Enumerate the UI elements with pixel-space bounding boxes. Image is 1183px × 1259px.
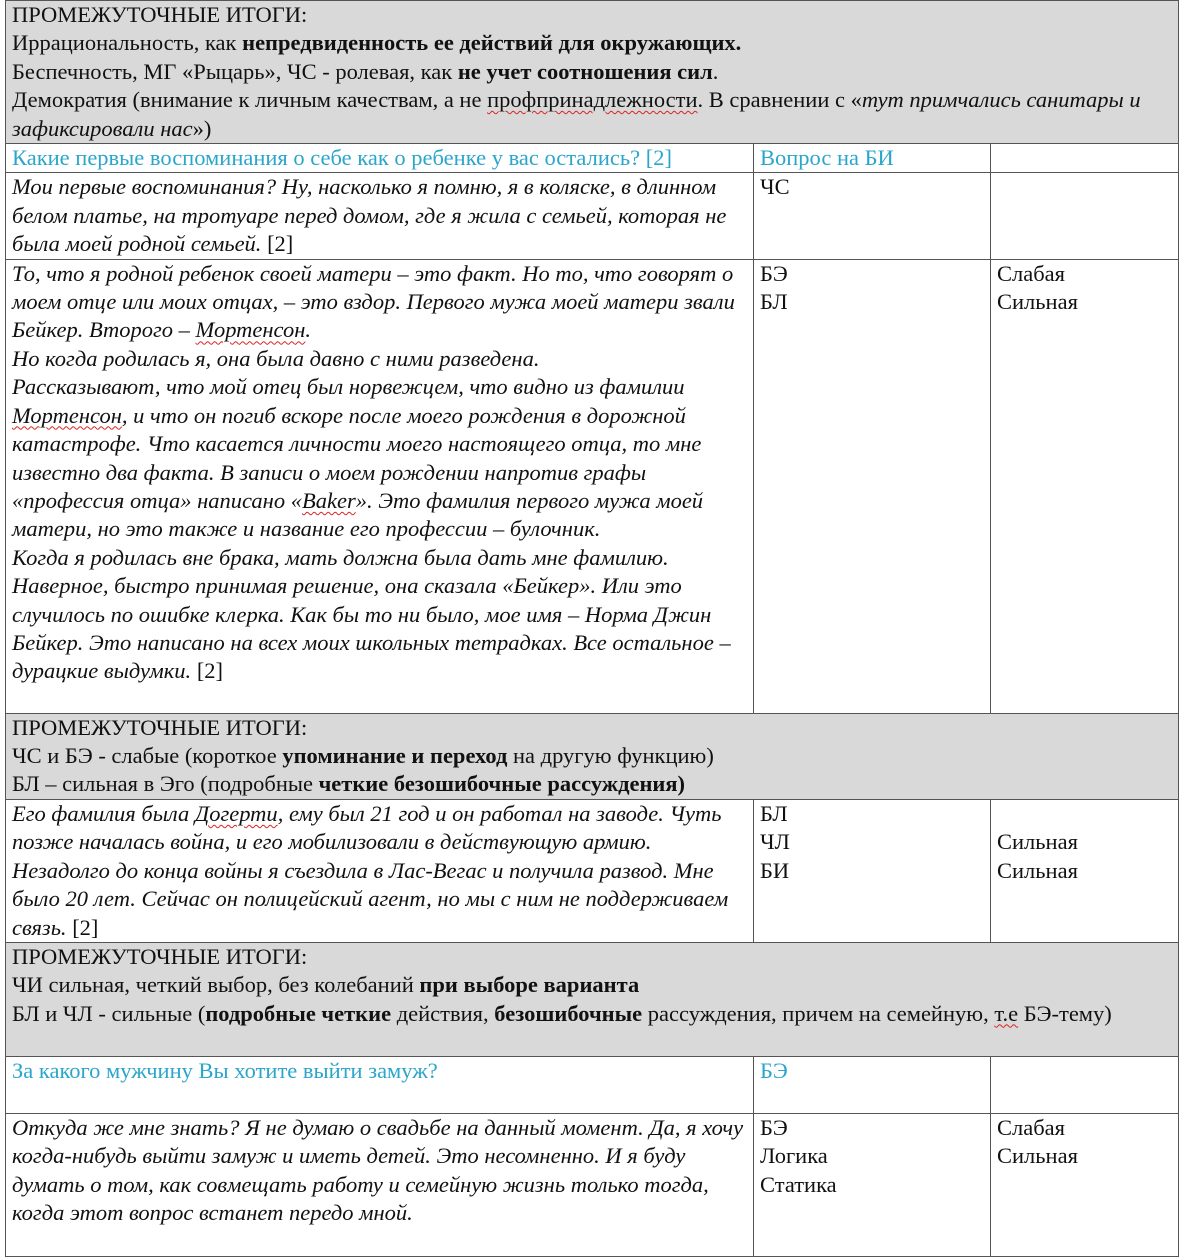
question-text: За какого мужчину Вы хотите выйти замуж? <box>6 1056 754 1113</box>
summary-cell <box>6 942 1179 1056</box>
summary-quote: тут примчались санитары и зафиксировали нас <box>12 87 1141 141</box>
summary-text: БЛ – сильная в Эго (подробные <box>12 771 319 797</box>
spellcheck-word: Baker <box>301 487 356 513</box>
summary-line <box>12 58 1173 86</box>
function-label: БЛ <box>760 800 788 826</box>
spellcheck-word: Мортенсон <box>12 402 122 428</box>
quote-paragraph: Но когда родилась я, она была давно с ними разведена. <box>12 345 540 371</box>
summary-text: . В сравнении с « <box>697 87 862 113</box>
summary-emphasis: подробные четкие <box>205 1000 392 1026</box>
quote-text: Его фамилия была <box>12 800 195 826</box>
summary-title: ПРОМЕЖУТОЧНЫЕ ИТОГИ: <box>12 943 308 969</box>
answer-row-1 <box>6 173 1179 259</box>
answer-quote: Откуда же мне знать? Я не думаю о свадьбе на данный момент. Да, я хочу когда-нибудь выйти замуж и иметь детей. Это несомненно. И я буду думать о том, как совмещать работу и семейную жизнь только тогда, когда этот вопрос встанет передо мной. <box>12 1114 744 1226</box>
summary-text: Беспечность, МГ «Рыцарь», ЧС - ролевая, как <box>12 58 458 84</box>
spellcheck-word: т.е <box>994 1000 1019 1026</box>
function-label: Статика <box>760 1171 837 1197</box>
reference: [2] <box>261 231 294 257</box>
function-label: БЭ <box>760 1114 788 1140</box>
answer-quote-cell <box>6 173 754 259</box>
answer-row-3 <box>6 799 1179 942</box>
strength-cell <box>991 1113 1179 1256</box>
quote-text: То, что я родной ребенок своей матери – это факт. Но то, что говорят о моем отце или моих отцах, – это вздор. Первого мужа моей матери звали Бейкер. Второго – <box>12 260 735 343</box>
summary-text: ЧС и БЭ - слабые (короткое <box>12 743 283 769</box>
summary-emphasis: четкие безошибочные рассуждения) <box>318 771 686 797</box>
reference: [2] <box>191 658 224 684</box>
strength-cell <box>991 173 1179 259</box>
summary-cell <box>6 713 1179 799</box>
summary-title: ПРОМЕЖУТОЧНЫЕ ИТОГИ: <box>12 714 308 740</box>
quote-text: ». Это фамилия первого мужа моей матери, но это также и название его профессии – булочник. <box>12 487 704 542</box>
strength-cell <box>991 799 1179 942</box>
summary-emphasis: упоминание и переход <box>282 743 508 769</box>
question-strength <box>991 144 1179 173</box>
question-row-1 <box>6 144 1179 173</box>
function-cell <box>754 173 991 259</box>
summary-row-3 <box>6 942 1179 1056</box>
strength-label <box>997 800 1173 828</box>
summary-row-2 <box>6 713 1179 799</box>
function-label: БИ <box>760 857 790 883</box>
function-cell <box>754 799 991 942</box>
answer-row-2 <box>6 259 1179 713</box>
function-label: БЭ <box>760 260 788 286</box>
answer-quote-cell <box>6 799 754 942</box>
analysis-table <box>5 0 1179 1257</box>
summary-text: . <box>712 58 719 84</box>
strength-label: Сильная <box>997 289 1078 315</box>
answer-row-4 <box>6 1113 1179 1256</box>
function-label: ЧЛ <box>760 829 790 855</box>
summary-text: Демократия (внимание к личным качествам, а не <box>12 87 488 113</box>
question-function: БЭ <box>754 1056 991 1113</box>
function-label: БЛ <box>760 289 788 315</box>
summary-text: БЭ-тему) <box>1018 1000 1112 1026</box>
summary-line <box>12 86 1173 143</box>
summary-title: ПРОМЕЖУТОЧНЫЕ ИТОГИ: <box>12 2 308 27</box>
quote-paragraph <box>12 544 748 686</box>
summary-line <box>12 742 1173 770</box>
quote-text: , ему был 21 год и он работал на заводе. Чуть позже началась война, и его мобилизовали в действующую армию. Незадолго до конца войны я съездила в Лас-Вегас и получила развод. Мне было 20 лет. Сейчас он полицейский агент, но мы с ним не поддерживаем связь. <box>12 800 729 940</box>
strength-label: Сильная <box>997 1143 1078 1169</box>
spellcheck-word: профпринадлежности <box>487 87 698 113</box>
summary-text: ЧИ сильная, четкий выбор, без колебаний <box>12 972 420 998</box>
summary-row-1 <box>6 1 1179 144</box>
reference: [2] <box>66 914 99 940</box>
summary-line <box>12 971 1173 999</box>
summary-line <box>12 1000 1173 1028</box>
question-text: Какие первые воспоминания о себе как о ребенке у вас остались? [2] <box>6 144 754 173</box>
strength-label: Сильная <box>997 829 1078 855</box>
function-label: ЧС <box>760 174 790 200</box>
strength-label: Сильная <box>997 857 1078 883</box>
summary-emphasis: непредвиденность ее действий для окружающих. <box>242 30 742 56</box>
strength-label: Слабая <box>997 260 1066 286</box>
summary-text: действия, <box>391 1000 495 1026</box>
function-label: Логика <box>760 1143 828 1169</box>
summary-text: Иррациональность, как <box>12 30 243 56</box>
function-cell <box>754 259 991 713</box>
question-strength <box>991 1056 1179 1113</box>
quote-paragraph <box>12 373 748 543</box>
answer-quote: Мои первые воспоминания? Ну, насколько я помню, я в коляске, в длинном белом платье, на тротуаре перед домом, где я жила с семьей, которая не была моей родной семьей. <box>12 174 727 257</box>
question-function: Вопрос на БИ <box>754 144 991 173</box>
question-row-2 <box>6 1056 1179 1113</box>
summary-cell <box>6 1 1179 144</box>
answer-quote-cell <box>6 1113 754 1256</box>
spellcheck-word: Догерти <box>194 800 278 826</box>
summary-text: на другую функцию) <box>507 743 714 769</box>
function-cell <box>754 1113 991 1256</box>
strength-label: Слабая <box>997 1114 1066 1140</box>
summary-emphasis: не учет соотношения сил <box>457 58 713 84</box>
summary-emphasis: при выборе варианта <box>419 972 640 998</box>
summary-emphasis: безошибочные <box>494 1000 643 1026</box>
quote-text: , и что он погиб вскоре после моего рождения в дорожной катастрофе. Что касается личности моего настоящего отца, то мне известно два факта. В записи о моем рождении напротив графы «профессия отца» написано « <box>12 402 702 513</box>
quote-text: Рассказывают, что мой отец был норвежцем, что видно из фамилии <box>12 374 685 400</box>
quote-text: Когда я родилась вне брака, мать должна была дать мне фамилию. Наверное, быстро принимая решение, она сказала «Бейкер». Или это случилось по ошибке клерка. Как бы то ни было, мое имя – Норма Джин Бейкер. Это написано на всех моих школьных тетрадках. Все остальное – дурацкие выдумки. <box>12 544 731 684</box>
strength-cell <box>991 259 1179 713</box>
quote-paragraph <box>12 260 748 345</box>
summary-line <box>12 29 1173 57</box>
summary-line <box>12 770 1173 798</box>
summary-text: рассуждения, причем на семейную, <box>642 1000 995 1026</box>
quote-text: . <box>305 317 312 343</box>
answer-quote-cell <box>6 259 754 713</box>
spellcheck-word: Мортенсон <box>195 317 306 343</box>
summary-text: ») <box>192 115 212 141</box>
summary-text: БЛ и ЧЛ - сильные ( <box>12 1000 206 1026</box>
